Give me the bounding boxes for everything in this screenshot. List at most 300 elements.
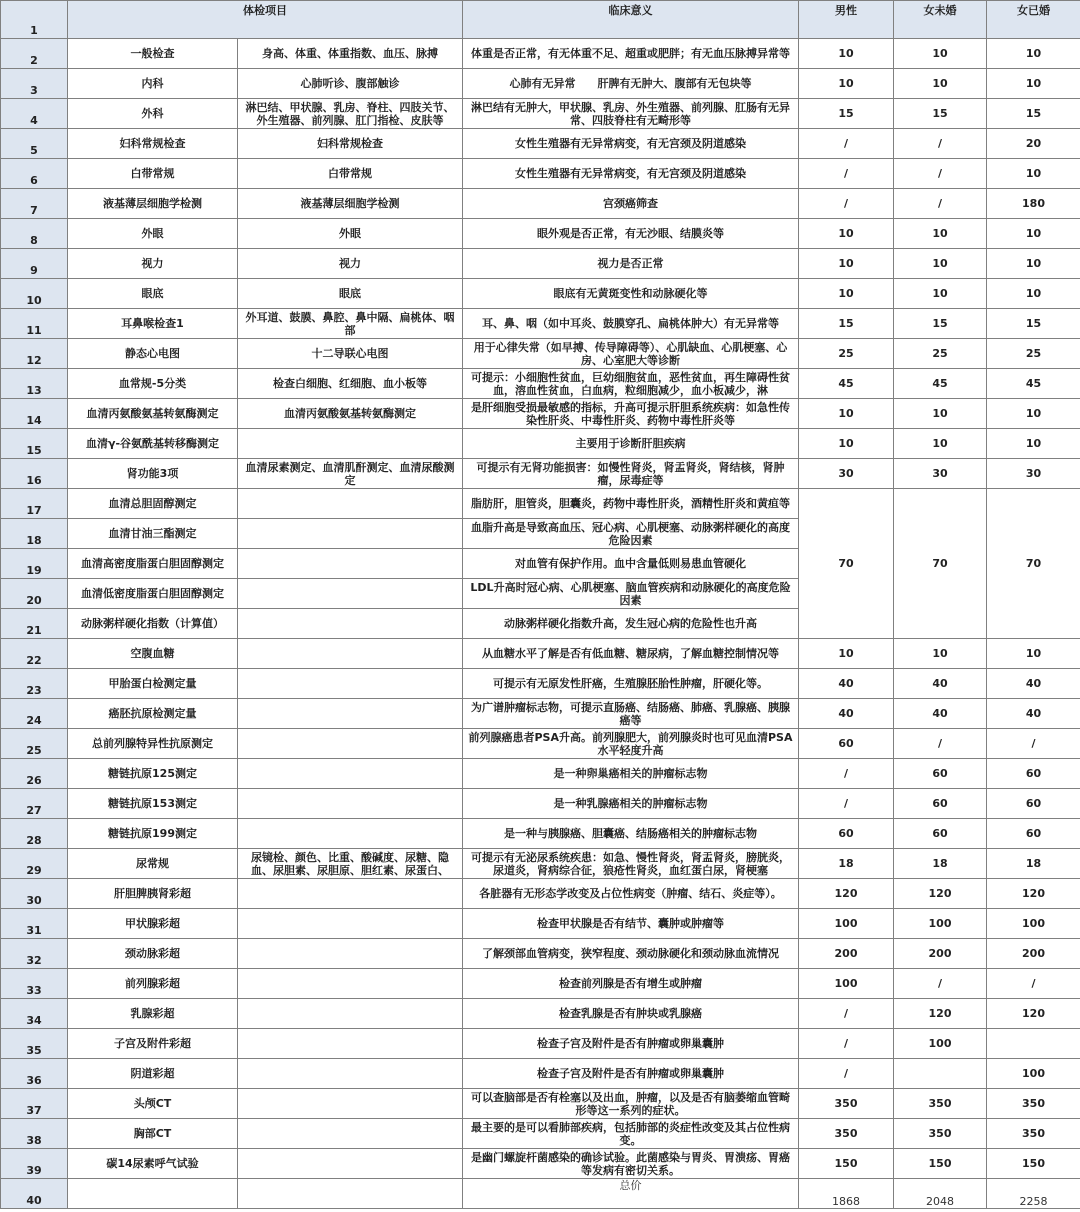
- female-married-price: 350: [987, 1119, 1080, 1149]
- item-detail: [238, 1089, 463, 1119]
- clinical-meaning: 各脏器有无形态学改变及占位性病变（肿瘤、结石、炎症等）。: [463, 879, 799, 909]
- female-married-price: 60: [987, 819, 1080, 849]
- item-name: 血清总胆固醇测定: [68, 489, 238, 519]
- female-unmarried-price: 150: [894, 1149, 987, 1179]
- table-row: [1, 459, 1080, 489]
- table-row: [1, 279, 1080, 309]
- female-unmarried-price: 25: [894, 339, 987, 369]
- clinical-meaning: 是一种乳腺癌相关的肿瘤标志物: [463, 789, 799, 819]
- item-name: 甲胎蛋白检测定量: [68, 669, 238, 699]
- male-price: 60: [799, 729, 894, 759]
- row-number: 32: [1, 939, 68, 969]
- female-married-price: 150: [987, 1149, 1080, 1179]
- clinical-meaning: 视力是否正常: [463, 249, 799, 279]
- table-row: [1, 759, 1080, 789]
- row-number: 23: [1, 669, 68, 699]
- male-price: 100: [799, 969, 894, 999]
- clinical-meaning: 是一种与胰腺癌、胆囊癌、结肠癌相关的肿瘤标志物: [463, 819, 799, 849]
- male-price: /: [799, 1059, 894, 1089]
- table-row: [1, 219, 1080, 249]
- item-name: 糖链抗原199测定: [68, 819, 238, 849]
- clinical-meaning: 检查甲状腺是否有结节、囊肿或肿瘤等: [463, 909, 799, 939]
- female-unmarried-price: 100: [894, 909, 987, 939]
- male-price: /: [799, 1029, 894, 1059]
- male-price: 10: [799, 69, 894, 99]
- female-married-price: 18: [987, 849, 1080, 879]
- item-name: 血清低密度脂蛋白胆固醇测定: [68, 579, 238, 609]
- item-name: 血清γ-谷氨酰基转移酶测定: [68, 429, 238, 459]
- female-married-price: 120: [987, 879, 1080, 909]
- male-price: /: [799, 129, 894, 159]
- item-detail: 血清尿素测定、血清肌酐测定、血清尿酸测定: [238, 459, 463, 489]
- clinical-meaning: 脂肪肝，胆管炎，胆囊炎，药物中毒性肝炎，酒精性肝炎和黄疸等: [463, 489, 799, 519]
- row-number: 21: [1, 609, 68, 639]
- item-name: 妇科常规检查: [68, 129, 238, 159]
- item-name: 糖链抗原153测定: [68, 789, 238, 819]
- table-row: [1, 99, 1080, 129]
- item-detail: [238, 759, 463, 789]
- total-female-unmarried: 2048: [894, 1179, 987, 1209]
- clinical-meaning: 了解颈部血管病变，狭窄程度、颈动脉硬化和颈动脉血流情况: [463, 939, 799, 969]
- item-detail: [238, 1119, 463, 1149]
- item-name: 乳腺彩超: [68, 999, 238, 1029]
- clinical-meaning: LDL升高时冠心病、心肌梗塞、脑血管疾病和动脉硬化的高度危险因素: [463, 579, 799, 609]
- male-price: 15: [799, 99, 894, 129]
- table-row: [1, 909, 1080, 939]
- table-row: [1, 339, 1080, 369]
- row-number: 37: [1, 1089, 68, 1119]
- total-row: [1, 1179, 1080, 1209]
- item-detail: 视力: [238, 249, 463, 279]
- row-number: 7: [1, 189, 68, 219]
- clinical-meaning: 眼底有无黄斑变性和动脉硬化等: [463, 279, 799, 309]
- female-married-price: 10: [987, 39, 1080, 69]
- table-row: [1, 1149, 1080, 1179]
- clinical-meaning: 是幽门螺旋杆菌感染的确诊试验。此菌感染与胃炎、胃溃疡、胃癌等发病有密切关系。: [463, 1149, 799, 1179]
- table-row: [1, 309, 1080, 339]
- item-name: 血清丙氨酸氨基转氨酶测定: [68, 399, 238, 429]
- female-unmarried-price: 120: [894, 999, 987, 1029]
- item-detail: [238, 669, 463, 699]
- total-label: 总价: [463, 1179, 799, 1209]
- table-row: [1, 1089, 1080, 1119]
- total-male: 1868: [799, 1179, 894, 1209]
- table-row: [1, 369, 1080, 399]
- item-detail: 眼底: [238, 279, 463, 309]
- row-number: 33: [1, 969, 68, 999]
- male-price: /: [799, 159, 894, 189]
- row-number: 18: [1, 519, 68, 549]
- item-detail: [238, 1149, 463, 1179]
- male-price: /: [799, 999, 894, 1029]
- female-married-price: 180: [987, 189, 1080, 219]
- male-price: 25: [799, 339, 894, 369]
- row-number: 16: [1, 459, 68, 489]
- female-unmarried-price: 10: [894, 219, 987, 249]
- male-price: 40: [799, 669, 894, 699]
- male-price: 10: [799, 249, 894, 279]
- clinical-meaning: 前列腺癌患者PSA升高。前列腺肥大，前列腺炎时也可见血清PSA水平轻度升高: [463, 729, 799, 759]
- item-detail: [238, 1059, 463, 1089]
- clinical-meaning: 耳、鼻、咽（如中耳炎、鼓膜穿孔、扁桃体肿大）有无异常等: [463, 309, 799, 339]
- male-price: /: [799, 759, 894, 789]
- clinical-meaning: 是一种卵巢癌相关的肿瘤标志物: [463, 759, 799, 789]
- row-number: 36: [1, 1059, 68, 1089]
- item-detail: [238, 819, 463, 849]
- item-detail: 外耳道、鼓膜、鼻腔、鼻中隔、扁桃体、咽部: [238, 309, 463, 339]
- item-name: 眼底: [68, 279, 238, 309]
- item-detail: [238, 789, 463, 819]
- row-number: 29: [1, 849, 68, 879]
- item-name: 静态心电图: [68, 339, 238, 369]
- clinical-meaning: 用于心律失常（如早搏、传导障碍等）、心肌缺血、心肌梗塞、心房、心室肥大等诊断: [463, 339, 799, 369]
- item-detail: [238, 969, 463, 999]
- female-unmarried-price: 350: [894, 1119, 987, 1149]
- male-price: 10: [799, 39, 894, 69]
- item-name: 胸部CT: [68, 1119, 238, 1149]
- item-name: 尿常规: [68, 849, 238, 879]
- item-name: 碳14尿素呼气试验: [68, 1149, 238, 1179]
- clinical-meaning: 检查前列腺是否有增生或肿瘤: [463, 969, 799, 999]
- female-unmarried-price: 200: [894, 939, 987, 969]
- female-unmarried-price: 40: [894, 669, 987, 699]
- female-unmarried-price: 10: [894, 39, 987, 69]
- male-price: 30: [799, 459, 894, 489]
- clinical-meaning: 是肝细胞受损最敏感的指标，升高可提示肝胆系统疾病：如急性传染性肝炎、中毒性肝炎、药物中毒性肝炎等: [463, 399, 799, 429]
- item-name: 白带常规: [68, 159, 238, 189]
- female-unmarried-price: 30: [894, 459, 987, 489]
- row-number: 28: [1, 819, 68, 849]
- female-unmarried-price: 120: [894, 879, 987, 909]
- row-number: 26: [1, 759, 68, 789]
- clinical-meaning: 最主要的是可以看肺部疾病，包括肺部的炎症性改变及其占位性病变。: [463, 1119, 799, 1149]
- item-detail: [238, 639, 463, 669]
- table-row: [1, 129, 1080, 159]
- male-price: 18: [799, 849, 894, 879]
- item-name: 耳鼻喉检查1: [68, 309, 238, 339]
- item-detail: [238, 549, 463, 579]
- female-unmarried-price: 10: [894, 639, 987, 669]
- female-married-price: 10: [987, 279, 1080, 309]
- female-unmarried-price: 70: [894, 489, 987, 639]
- female-married-price: 10: [987, 639, 1080, 669]
- clinical-meaning: 可提示有无肾功能损害：如慢性肾炎，肾盂肾炎，肾结核，肾肿瘤，尿毒症等: [463, 459, 799, 489]
- female-married-price: 120: [987, 999, 1080, 1029]
- item-detail: 血清丙氨酸氨基转氨酶测定: [238, 399, 463, 429]
- item-detail: [238, 489, 463, 519]
- row-number: 35: [1, 1029, 68, 1059]
- male-price: 10: [799, 399, 894, 429]
- total-blank: [68, 1179, 238, 1209]
- table-row: [1, 849, 1080, 879]
- table-row: [1, 39, 1080, 69]
- item-name: 头颅CT: [68, 1089, 238, 1119]
- row-number: 39: [1, 1149, 68, 1179]
- female-married-price: 70: [987, 489, 1080, 639]
- table-row: [1, 939, 1080, 969]
- header-female-married: 女已婚: [987, 1, 1080, 39]
- clinical-meaning: 对血管有保护作用。血中含量低则易患血管硬化: [463, 549, 799, 579]
- item-name: 甲状腺彩超: [68, 909, 238, 939]
- female-married-price: 20: [987, 129, 1080, 159]
- item-name: 空腹血糖: [68, 639, 238, 669]
- item-name: 癌胚抗原检测定量: [68, 699, 238, 729]
- row-number: 25: [1, 729, 68, 759]
- item-detail: [238, 879, 463, 909]
- female-married-price: 60: [987, 789, 1080, 819]
- row-number: 12: [1, 339, 68, 369]
- male-price: /: [799, 789, 894, 819]
- clinical-meaning: 眼外观是否正常，有无沙眼、结膜炎等: [463, 219, 799, 249]
- clinical-meaning: 检查子宫及附件是否有肿瘤或卵巢囊肿: [463, 1029, 799, 1059]
- female-married-price: 10: [987, 249, 1080, 279]
- header-meaning: 临床意义: [463, 1, 799, 39]
- row-number: 27: [1, 789, 68, 819]
- female-unmarried-price: /: [894, 729, 987, 759]
- row-number: 31: [1, 909, 68, 939]
- clinical-meaning: 可提示有无原发性肝癌，生殖腺胚胎性肿瘤，肝硬化等。: [463, 669, 799, 699]
- female-married-price: [987, 1029, 1080, 1059]
- table-row: [1, 489, 1080, 519]
- female-married-price: 45: [987, 369, 1080, 399]
- table-row: [1, 879, 1080, 909]
- male-price: 40: [799, 699, 894, 729]
- item-detail: 尿镜检、颜色、比重、酸碱度、尿糖、隐血、尿胆素、尿胆原、胆红素、尿蛋白、: [238, 849, 463, 879]
- item-name: 外眼: [68, 219, 238, 249]
- header-row: [1, 1, 1080, 39]
- female-unmarried-price: 100: [894, 1029, 987, 1059]
- male-price: /: [799, 189, 894, 219]
- item-detail: 白带常规: [238, 159, 463, 189]
- item-name: 肝胆脾胰肾彩超: [68, 879, 238, 909]
- male-price: 15: [799, 309, 894, 339]
- female-married-price: 10: [987, 69, 1080, 99]
- row-number: 19: [1, 549, 68, 579]
- male-price: 10: [799, 279, 894, 309]
- male-price: 70: [799, 489, 894, 639]
- item-detail: [238, 999, 463, 1029]
- row-number: 11: [1, 309, 68, 339]
- male-price: 10: [799, 219, 894, 249]
- table-row: [1, 699, 1080, 729]
- row-number: 14: [1, 399, 68, 429]
- item-detail: [238, 579, 463, 609]
- item-name: 糖链抗原125测定: [68, 759, 238, 789]
- row-number: 17: [1, 489, 68, 519]
- female-married-price: /: [987, 729, 1080, 759]
- row-number: 6: [1, 159, 68, 189]
- clinical-meaning: 血脂升高是导致高血压、冠心病、心肌梗塞、动脉粥样硬化的高度危险因素: [463, 519, 799, 549]
- row-number: 38: [1, 1119, 68, 1149]
- table-row: [1, 1059, 1080, 1089]
- clinical-meaning: 可提示有无泌尿系统疾患：如急、慢性肾炎，肾盂肾炎，膀胱炎，尿道炎，肾病综合征，狼疮性肾炎，血红蛋白尿，肾梗塞: [463, 849, 799, 879]
- item-detail: [238, 939, 463, 969]
- clinical-meaning: 体重是否正常，有无体重不足、超重或肥胖；有无血压脉搏异常等: [463, 39, 799, 69]
- row-number: 4: [1, 99, 68, 129]
- item-name: 动脉粥样硬化指数（计算值）: [68, 609, 238, 639]
- item-detail: [238, 519, 463, 549]
- clinical-meaning: 主要用于诊断肝胆疾病: [463, 429, 799, 459]
- female-unmarried-price: 350: [894, 1089, 987, 1119]
- item-detail: 淋巴结、甲状腺、乳房、脊柱、四肢关节、外生殖器、前列腺、肛门指检、皮肤等: [238, 99, 463, 129]
- female-married-price: 100: [987, 909, 1080, 939]
- item-detail: 液基薄层细胞学检测: [238, 189, 463, 219]
- female-married-price: 40: [987, 669, 1080, 699]
- total-female-married: 2258: [987, 1179, 1080, 1209]
- female-unmarried-price: /: [894, 159, 987, 189]
- female-unmarried-price: /: [894, 969, 987, 999]
- female-unmarried-price: 60: [894, 759, 987, 789]
- female-married-price: 350: [987, 1089, 1080, 1119]
- row-number: 34: [1, 999, 68, 1029]
- clinical-meaning: 动脉粥样硬化指数升高，发生冠心病的危险性也升高: [463, 609, 799, 639]
- table-row: [1, 1119, 1080, 1149]
- header-item: 体检项目: [68, 1, 463, 39]
- table-row: [1, 729, 1080, 759]
- female-unmarried-price: /: [894, 129, 987, 159]
- clinical-meaning: 可以查脑部是否有栓塞以及出血，肿瘤，以及是否有脑萎缩血管畸形等这一系列的症状。: [463, 1089, 799, 1119]
- clinical-meaning: 宫颈癌筛查: [463, 189, 799, 219]
- male-price: 200: [799, 939, 894, 969]
- table-row: [1, 789, 1080, 819]
- female-married-price: 10: [987, 159, 1080, 189]
- item-detail: 心肺听诊、腹部触诊: [238, 69, 463, 99]
- item-detail: [238, 909, 463, 939]
- female-married-price: /: [987, 969, 1080, 999]
- item-name: 液基薄层细胞学检测: [68, 189, 238, 219]
- female-married-price: 60: [987, 759, 1080, 789]
- header-female-unmarried: 女未婚: [894, 1, 987, 39]
- row-number: 8: [1, 219, 68, 249]
- item-detail: [238, 699, 463, 729]
- item-detail: 检查白细胞、红细胞、血小板等: [238, 369, 463, 399]
- table-row: [1, 189, 1080, 219]
- female-unmarried-price: 40: [894, 699, 987, 729]
- row-number: 30: [1, 879, 68, 909]
- female-married-price: 10: [987, 429, 1080, 459]
- clinical-meaning: 检查子宫及附件是否有肿瘤或卵巢囊肿: [463, 1059, 799, 1089]
- table-row: [1, 1029, 1080, 1059]
- table-row: [1, 399, 1080, 429]
- male-price: 10: [799, 639, 894, 669]
- row-number: 2: [1, 39, 68, 69]
- row-number: 40: [1, 1179, 68, 1209]
- item-detail: 妇科常规检查: [238, 129, 463, 159]
- item-name: 血清高密度脂蛋白胆固醇测定: [68, 549, 238, 579]
- clinical-meaning: 女性生殖器有无异常病变，有无宫颈及阴道感染: [463, 129, 799, 159]
- row-number: 5: [1, 129, 68, 159]
- female-married-price: 40: [987, 699, 1080, 729]
- male-price: 150: [799, 1149, 894, 1179]
- table-row: [1, 639, 1080, 669]
- female-married-price: 200: [987, 939, 1080, 969]
- table-row: [1, 969, 1080, 999]
- female-married-price: 15: [987, 309, 1080, 339]
- item-detail: [238, 429, 463, 459]
- item-detail: 身高、体重、体重指数、血压、脉搏: [238, 39, 463, 69]
- female-unmarried-price: 10: [894, 399, 987, 429]
- item-name: 一般检查: [68, 39, 238, 69]
- item-detail: 外眼: [238, 219, 463, 249]
- female-married-price: 30: [987, 459, 1080, 489]
- female-unmarried-price: 18: [894, 849, 987, 879]
- female-unmarried-price: 45: [894, 369, 987, 399]
- item-name: 血常规-5分类: [68, 369, 238, 399]
- male-price: 350: [799, 1089, 894, 1119]
- item-name: 前列腺彩超: [68, 969, 238, 999]
- row-number: 22: [1, 639, 68, 669]
- female-unmarried-price: 60: [894, 819, 987, 849]
- female-married-price: 10: [987, 219, 1080, 249]
- female-unmarried-price: 15: [894, 309, 987, 339]
- female-unmarried-price: 10: [894, 249, 987, 279]
- male-price: 350: [799, 1119, 894, 1149]
- item-detail: 十二导联心电图: [238, 339, 463, 369]
- female-married-price: 25: [987, 339, 1080, 369]
- total-blank: [238, 1179, 463, 1209]
- item-name: 肾功能3项: [68, 459, 238, 489]
- item-name: 子宫及附件彩超: [68, 1029, 238, 1059]
- item-detail: [238, 1029, 463, 1059]
- table-row: [1, 429, 1080, 459]
- item-name: 总前列腺特异性抗原测定: [68, 729, 238, 759]
- clinical-meaning: 为广谱肿瘤标志物，可提示直肠癌、结肠癌、肺癌、乳腺癌、胰腺癌等: [463, 699, 799, 729]
- male-price: 60: [799, 819, 894, 849]
- female-unmarried-price: [894, 1059, 987, 1089]
- female-unmarried-price: 15: [894, 99, 987, 129]
- row-number: 9: [1, 249, 68, 279]
- item-name: 视力: [68, 249, 238, 279]
- female-married-price: 15: [987, 99, 1080, 129]
- row-number: 24: [1, 699, 68, 729]
- table-row: [1, 819, 1080, 849]
- item-name: 外科: [68, 99, 238, 129]
- item-name: 阴道彩超: [68, 1059, 238, 1089]
- male-price: 45: [799, 369, 894, 399]
- table-row: [1, 69, 1080, 99]
- row-number: 10: [1, 279, 68, 309]
- clinical-meaning: 女性生殖器有无异常病变，有无宫颈及阴道感染: [463, 159, 799, 189]
- row-number: 13: [1, 369, 68, 399]
- clinical-meaning: 心肺有无异常 肝脾有无肿大、腹部有无包块等: [463, 69, 799, 99]
- item-detail: [238, 609, 463, 639]
- female-unmarried-price: /: [894, 189, 987, 219]
- table-row: [1, 999, 1080, 1029]
- male-price: 120: [799, 879, 894, 909]
- male-price: 100: [799, 909, 894, 939]
- table-row: [1, 249, 1080, 279]
- clinical-meaning: 淋巴结有无肿大，甲状腺、乳房、外生殖器、前列腺、肛肠有无异常、四肢脊柱有无畸形等: [463, 99, 799, 129]
- row-number: 1: [1, 1, 68, 39]
- female-married-price: 100: [987, 1059, 1080, 1089]
- item-detail: [238, 729, 463, 759]
- table-row: [1, 159, 1080, 189]
- female-unmarried-price: 60: [894, 789, 987, 819]
- clinical-meaning: 检查乳腺是否有肿块或乳腺癌: [463, 999, 799, 1029]
- male-price: 10: [799, 429, 894, 459]
- row-number: 20: [1, 579, 68, 609]
- female-unmarried-price: 10: [894, 69, 987, 99]
- item-name: 内科: [68, 69, 238, 99]
- row-number: 3: [1, 69, 68, 99]
- clinical-meaning: 从血糖水平了解是否有低血糖、糖尿病，了解血糖控制情况等: [463, 639, 799, 669]
- item-name: 颈动脉彩超: [68, 939, 238, 969]
- table-row: [1, 669, 1080, 699]
- header-male: 男性: [799, 1, 894, 39]
- female-unmarried-price: 10: [894, 279, 987, 309]
- female-married-price: 10: [987, 399, 1080, 429]
- clinical-meaning: 可提示：小细胞性贫血，巨幼细胞贫血，恶性贫血，再生障碍性贫血，溶血性贫血，白血病，粒细胞减少，血小板减少，淋: [463, 369, 799, 399]
